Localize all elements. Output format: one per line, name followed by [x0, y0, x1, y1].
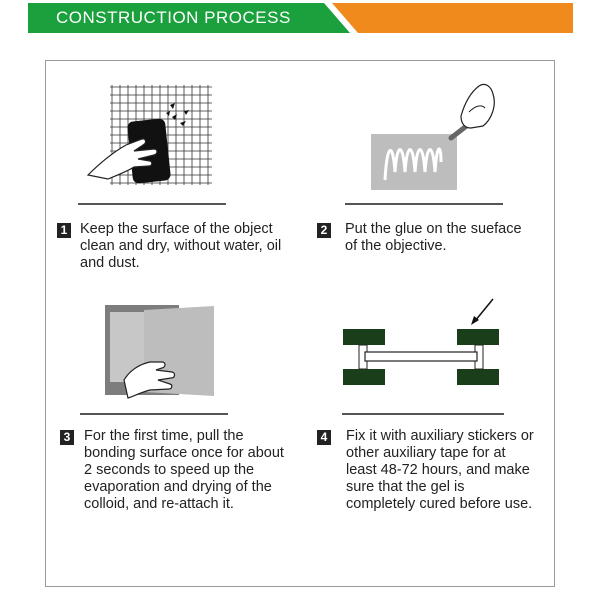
step-2-divider — [345, 203, 503, 205]
grid-wipe-illustration — [80, 75, 220, 200]
section-banner — [28, 3, 573, 33]
clamp-fix-illustration — [335, 295, 510, 400]
peel-surface-illustration — [100, 300, 220, 410]
banner-title: CONSTRUCTION PROCESS — [56, 8, 291, 27]
step-3-divider — [80, 413, 228, 415]
step-1-number: 1 — [57, 223, 71, 238]
step-3-text: For the first time, pull the bonding surface once for about 2 seconds to speed up the evaporation and drying of the colloid, and re-attach it. — [84, 428, 284, 512]
step-1-divider — [78, 203, 226, 205]
step-4-number: 4 — [317, 430, 331, 445]
glue-apply-illustration — [365, 72, 505, 202]
step-4-divider — [342, 413, 504, 415]
step-2-number: 2 — [317, 223, 331, 238]
step-4-text: Fix it with auxiliary stickers or other auxiliary tape for at least 48-72 hours, and make sure that the gel is completely cured before use. — [346, 428, 534, 512]
step-2-text: Put the glue on the sueface of the objective. — [345, 221, 522, 254]
step-1-text: Keep the surface of the object clean and dry, without water, oil and dust. — [80, 221, 282, 271]
step-3-number: 3 — [60, 430, 74, 445]
